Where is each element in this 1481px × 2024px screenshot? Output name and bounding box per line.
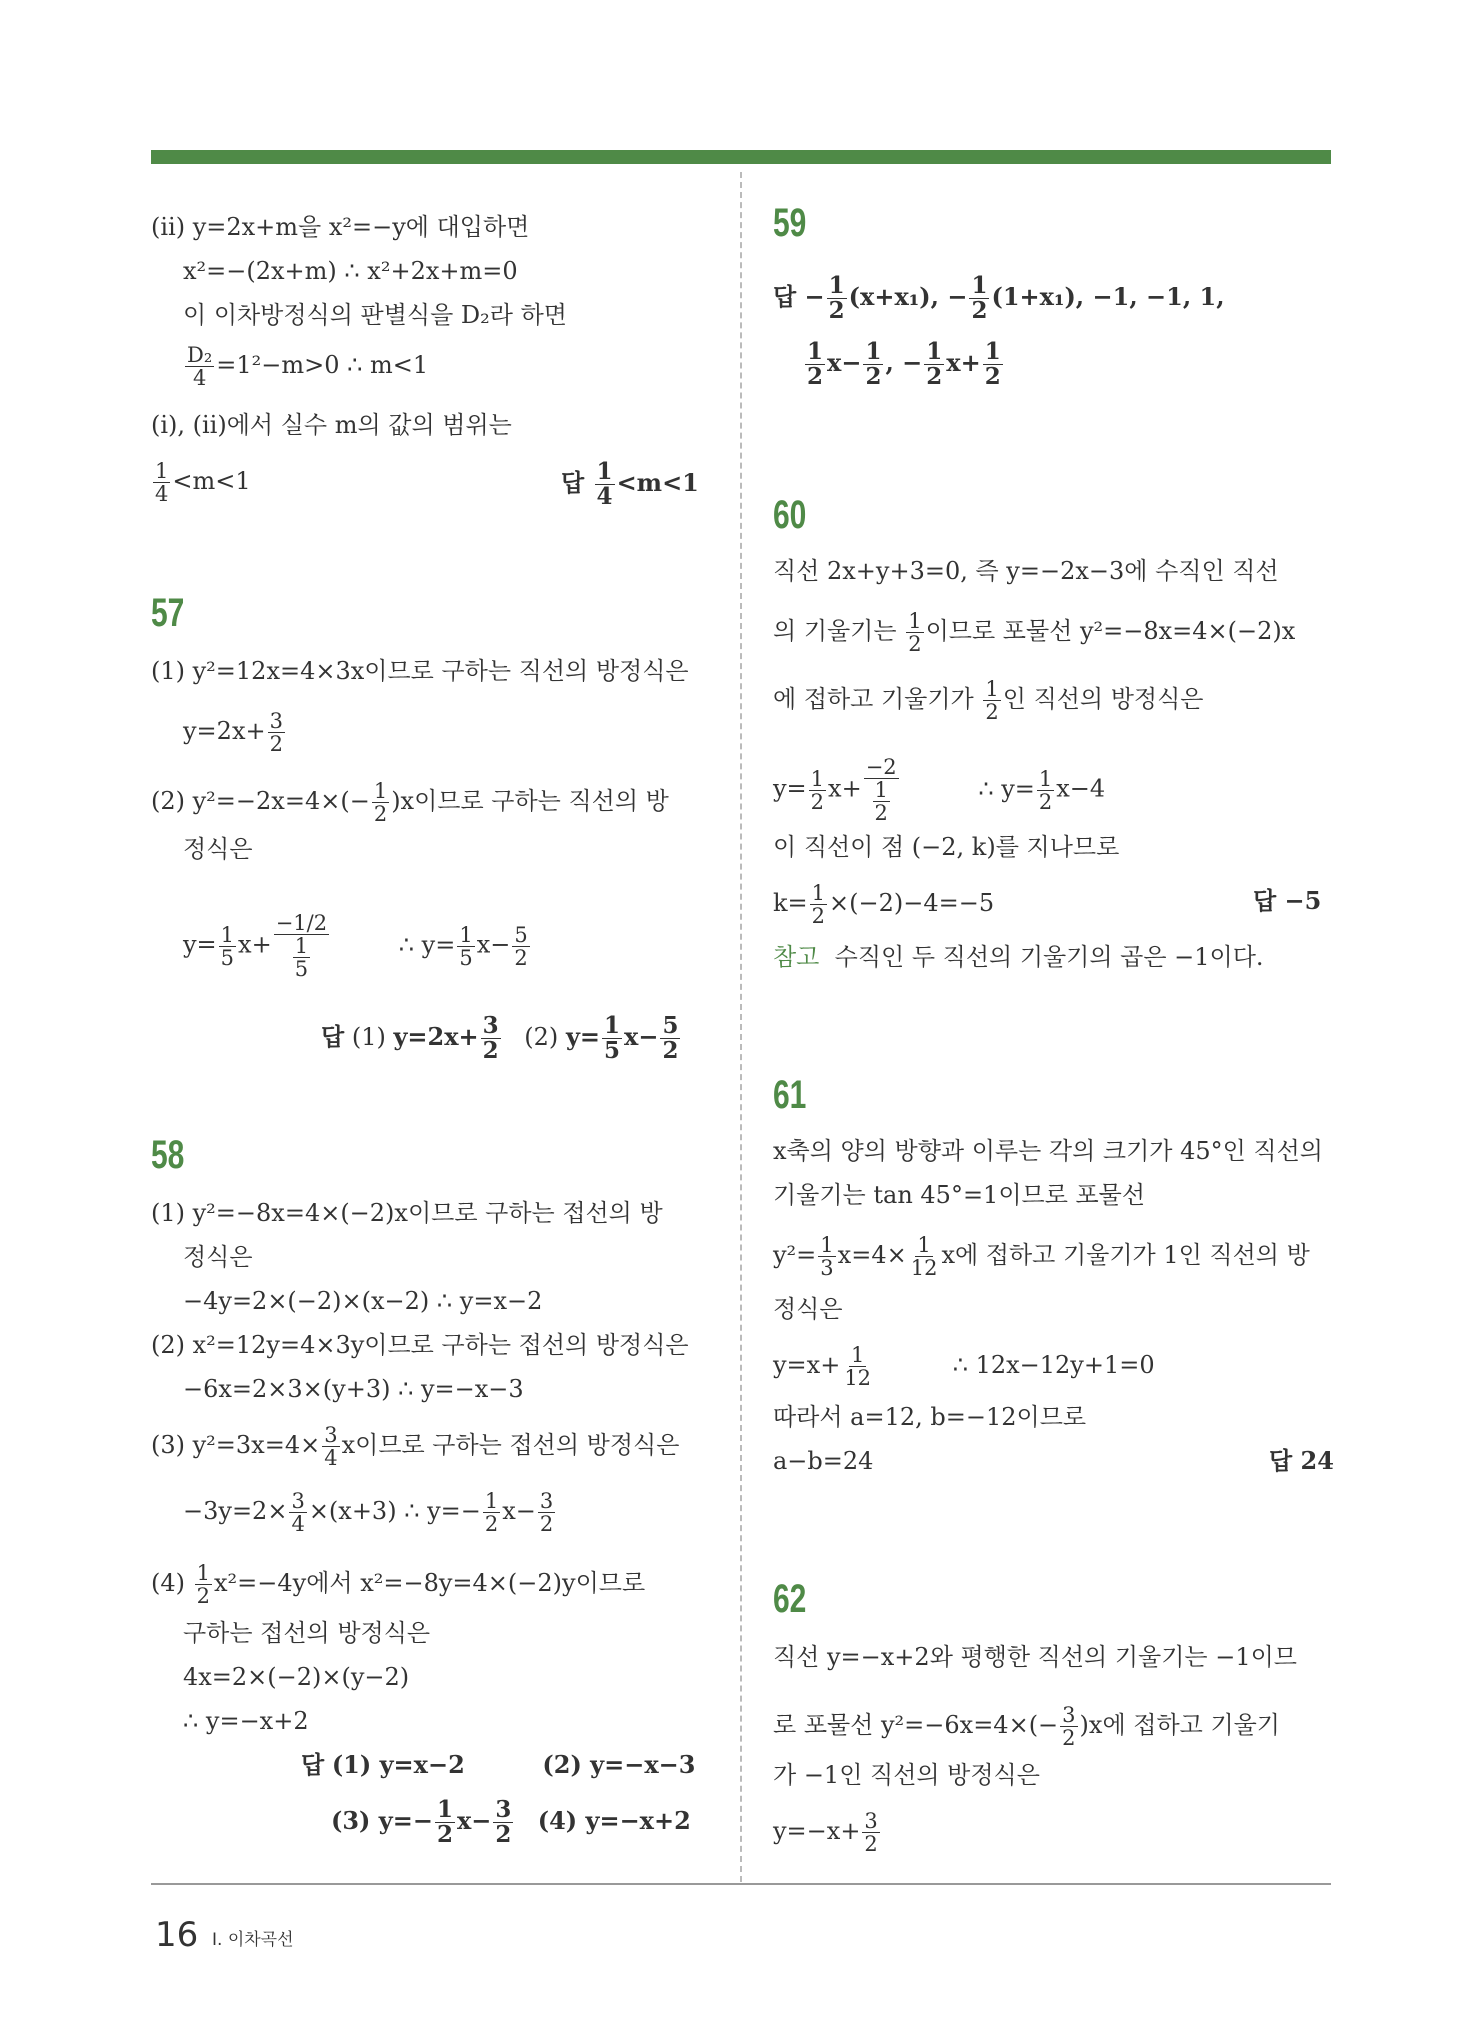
text-line: (1) y²=−8x=4×(−2)x이므로 구하는 접선의 방 xyxy=(151,1199,663,1227)
text-line: (2) y²=−2x=4×(− $\frac{1}{2}$ )x이므로 구하는 직선의 방 xyxy=(151,779,669,826)
text-line: 정식은 xyxy=(183,835,253,863)
text-line: 이 이차방정식의 판별식을 D₂라 하면 xyxy=(183,301,567,329)
text-line: y=x+ $\frac{1}{12}$ ∴ 12x−12y+1=0 xyxy=(773,1343,1155,1390)
page-number: 16 xyxy=(155,1915,199,1955)
text-line: −4y=2×(−2)×(x−2) ∴ y=x−2 xyxy=(183,1287,543,1315)
answer: 답 $\frac{1}{4}$ <m<1 xyxy=(561,458,699,510)
text-line: k= $\frac{1}{2}$ ×(−2)−4=−5 xyxy=(773,881,995,928)
column-divider xyxy=(740,172,742,1882)
text-line: (3) y²=3x=4× $\frac{3}{4}$ x이므로 구하는 접선의 방정식은 xyxy=(151,1423,680,1470)
text-line: y=2x+ $\frac{3}{2}$ xyxy=(183,709,283,756)
text-line: y=−x+ $\frac{3}{2}$ xyxy=(773,1809,878,1856)
problem-number: 60 xyxy=(773,493,807,537)
answer: 답 24 xyxy=(1269,1446,1334,1475)
text-line: 4x=2×(−2)×(y−2) xyxy=(183,1663,410,1691)
answer: (3) y=− $\frac{1}{2}$ x− $\frac{3}{2}$ (4) y=−x+2 xyxy=(331,1796,691,1848)
header-accent-bar xyxy=(151,150,1331,164)
problem-number: 58 xyxy=(151,1133,185,1177)
text-line: y= $\frac{1}{2}$ x+ $\frac{-2}{\frac{1}{2}}$ ∴ y= $\frac{1}{2}$ x−4 xyxy=(773,755,1106,825)
text-line: −3y=2× $\frac{3}{4}$ ×(x+3) ∴ y=− $\frac{1}{2}$ x− $\frac{3}{2}$ xyxy=(183,1489,554,1536)
text-line: (2) x²=12y=4×3y이므로 구하는 접선의 방정식은 xyxy=(151,1331,689,1359)
note: 참고 수직인 두 직선의 기울기의 곱은 −1이다. xyxy=(773,943,1264,971)
text-line: (ⅱ) y=2x+m을 x²=−y에 대입하면 xyxy=(151,213,530,241)
text-line: y²= $\frac{1}{3}$ x=4× $\frac{1}{12}$ x에 접하고 기울기가 1인 직선의 방 xyxy=(773,1233,1310,1280)
text-line: (ⅰ), (ⅱ)에서 실수 m의 값의 범위는 xyxy=(151,411,512,439)
problem-number: 61 xyxy=(773,1073,807,1117)
text-line: 의 기울기는 $\frac{1}{2}$ 이므로 포물선 y²=−8x=4×(−2)x xyxy=(773,609,1296,656)
text-line: a−b=24 xyxy=(773,1447,874,1475)
text-line: x축의 양의 방향과 이루는 각의 크기가 45°인 직선의 xyxy=(773,1137,1323,1165)
text-line: 로 포물선 y²=−6x=4×(− $\frac{3}{2}$ )x에 접하고 기울기 xyxy=(773,1703,1280,1750)
answer: 답 −5 xyxy=(1253,886,1322,915)
text-line: y= $\frac{1}{5}$ x+ $\frac{-1/2}{\frac{1}{5}}$ ∴ y= $\frac{1}{5}$ x− $\frac{5}{2}$ xyxy=(183,911,528,981)
answer: 답 − $\frac{1}{2}$ (x+x₁), − $\frac{1}{2}$ (1+x₁), −1, −1, 1, xyxy=(773,272,1225,324)
text-line: 이 직선이 점 (−2, k)를 지나므로 xyxy=(773,833,1120,861)
text-line: 직선 y=−x+2와 평행한 직선의 기울기는 −1이므 xyxy=(773,1643,1297,1671)
text-line: 따라서 a=12, b=−12이므로 xyxy=(773,1403,1087,1431)
text-line: 직선 2x+y+3=0, 즉 y=−2x−3에 수직인 직선 xyxy=(773,557,1279,585)
text-line: $\frac{1}{4}$ <m<1 xyxy=(155,459,251,506)
text-line: 기울기는 tan 45°=1이므로 포물선 xyxy=(773,1181,1146,1209)
problem-number: 62 xyxy=(773,1577,807,1621)
answer: 답 (1) y=2x+ $\frac{3}{2}$ (2) y= $\frac{1}{5}$ x− $\frac{5}{2}$ xyxy=(321,1012,679,1064)
text-line: 정식은 xyxy=(773,1295,843,1323)
text-line: 정식은 xyxy=(183,1243,253,1271)
text-line: 에 접하고 기울기가 $\frac{1}{2}$ 인 직선의 방정식은 xyxy=(773,677,1204,724)
problem-number: 57 xyxy=(151,591,185,635)
answer: $\frac{1}{2}$ x− $\frac{1}{2}$ , − $\frac{1}{2}$ x+ $\frac{1}{2}$ xyxy=(807,338,1001,390)
text-line: $\frac{\text{D₂}}{4}$ =1²−m>0 ∴ m<1 xyxy=(187,343,429,390)
text-line: 구하는 접선의 방정식은 xyxy=(183,1619,431,1647)
text-line: x²=−(2x+m) ∴ x²+2x+m=0 xyxy=(183,257,518,285)
chapter-title: Ⅰ. 이차곡선 xyxy=(212,1930,294,1950)
text-line: 가 −1인 직선의 방정식은 xyxy=(773,1761,1040,1789)
text-line: ∴ y=−x+2 xyxy=(183,1707,309,1735)
text-line: −6x=2×3×(y+3) ∴ y=−x−3 xyxy=(183,1375,524,1403)
problem-number: 59 xyxy=(773,201,807,245)
text-line: (4) $\frac{1}{2}$ x²=−4y에서 x²=−8y=4×(−2)y이므로 xyxy=(151,1561,646,1608)
text-line: (1) y²=12x=4×3x이므로 구하는 직선의 방정식은 xyxy=(151,657,689,685)
footer-rule xyxy=(151,1883,1331,1885)
answer: 답 (1) y=x−2 (2) y=−x−3 xyxy=(301,1750,696,1779)
